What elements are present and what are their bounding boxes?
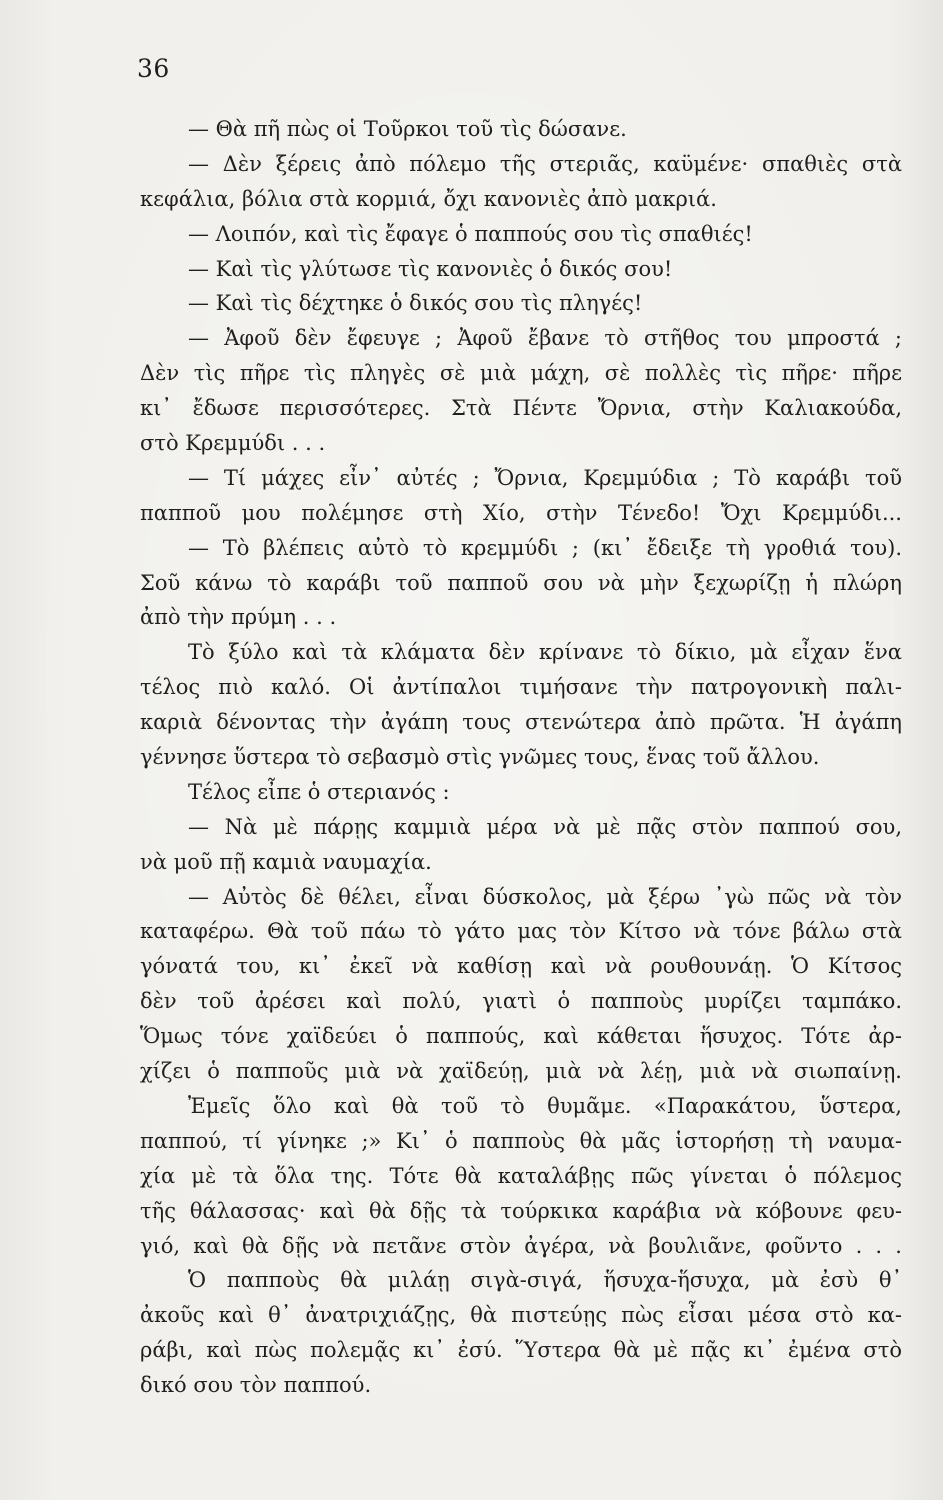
text-line: καριὰ δένοντας τὴν ἀγάπη τους στενώτερα ἀπὸ πρῶτα. Ἡ ἀγάπη bbox=[140, 710, 902, 735]
text-line: χία μὲ τὰ ὅλα της. Τότε θὰ καταλάβῃς πῶς γίνεται ὁ πόλεμος bbox=[140, 1163, 902, 1188]
text-line: Ὅμως τόνε χαϊδεύει ὁ παππούς, καὶ κάθεται ἥσυχος. Τότε ἀρ- bbox=[140, 1024, 902, 1049]
text-line: δὲν τοῦ ἀρέσει καὶ πολύ, γιατὶ ὁ παπποὺς μυρίζει ταμπάκο. bbox=[140, 989, 902, 1014]
text-line: γέννησε ὕστερα τὸ σεβασμὸ στὶς γνῶμες τους, ἕνας τοῦ ἄλλου. bbox=[140, 745, 820, 770]
text-line: δικό σου τὸν παππού. bbox=[140, 1373, 372, 1398]
text-line: — Λοιπόν, καὶ τὶς ἔφαγε ὁ παππούς σου τὶς σπαθιές! bbox=[188, 221, 753, 246]
text-line: στὸ Κρεμμύδι . . . bbox=[140, 431, 326, 456]
text-line: γόνατά του, κι᾿ ἐκεῖ νὰ καθίσῃ καὶ νὰ ρουθουνάῃ. Ὁ Κίτσος bbox=[140, 954, 902, 979]
text-line: — Τί μάχες εἶν᾿ αὐτές ; Ὄρνια, Κρεμμύδια ; Τὸ καράβι τοῦ bbox=[188, 465, 902, 490]
body-text bbox=[140, 112, 902, 1403]
text-line: Σοῦ κάνω τὸ καράβι τοῦ παπποῦ σου νὰ μὴν ξεχωρίζῃ ἡ πλώρη bbox=[140, 570, 902, 595]
text-line: γιό, καὶ θὰ δῇς νὰ πετᾶνε στὸν ἀγέρα, νὰ βουλιᾶνε, φοῦντο . . . bbox=[140, 1233, 902, 1258]
text-line: — Αὐτὸς δὲ θέλει, εἶναι δύσκολος, μὰ ξέρω ᾿γὼ πῶς νὰ τὸν bbox=[188, 884, 902, 909]
text-line: καταφέρω. Θὰ τοῦ πάω τὸ γάτο μας τὸν Κίτσο νὰ τόνε βάλω στὰ bbox=[140, 919, 902, 944]
text-line: ράβι, καὶ πὼς πολεμᾷς κι᾿ ἐσύ. Ὕστερα θὰ μὲ πᾷς κι᾿ ἐμένα στὸ bbox=[140, 1338, 902, 1363]
text-line: Τὸ ξύλο καὶ τὰ κλάματα δὲν κρίνανε τὸ δίκιο, μὰ εἶχαν ἕνα bbox=[188, 640, 902, 665]
text-line: — Δὲν ξέρεις ἀπὸ πόλεμο τῆς στεριᾶς, καϋμένε· σπαθιὲς στὰ bbox=[188, 151, 902, 176]
text-line: — Καὶ τὶς γλύτωσε τὶς κανονιὲς ὁ δικός σου! bbox=[188, 256, 673, 281]
text-line: — Θὰ πῆ πὼς οἱ Τοῦρκοι τοῦ τὶς δώσανε. bbox=[188, 117, 627, 141]
text-line: Ὁ παπποὺς θὰ μιλάῃ σιγὰ-σιγά, ἥσυχα-ἥσυχα, μὰ ἐσὺ θ᾿ bbox=[188, 1268, 902, 1293]
text-line: νὰ μοῦ πῇ καμιὰ ναυμαχία. bbox=[140, 849, 432, 874]
page-number: 36 bbox=[137, 54, 170, 83]
text-line: παππού, τί γίνηκε ;» Κι᾿ ὁ παπποὺς θὰ μᾶς ἱστορήσῃ τὴ ναυμα- bbox=[140, 1128, 902, 1153]
text-line: ἀκοῦς καὶ θ᾿ ἀνατριχιάζῃς, θὰ πιστεύῃς πὼς εἶσαι μέσα στὸ κα- bbox=[140, 1303, 902, 1328]
text-line: χίζει ὁ παπποῦς μιὰ νὰ χαϊδεύῃ, μιὰ νὰ λέῃ, μιὰ νὰ σιωπαίνῃ. bbox=[140, 1059, 902, 1084]
text-line: — Τὸ βλέπεις αὐτὸ τὸ κρεμμύδι ; (κι᾿ ἔδειξε τὴ γροθιά του). bbox=[188, 535, 902, 560]
text-line: Δὲν τὶς πῆρε τὶς πληγὲς σὲ μιὰ μάχη, σὲ πολλὲς τὶς πῆρε· πῆρε bbox=[140, 361, 902, 386]
text-line: Τέλος εἶπε ὁ στεριανός : bbox=[188, 779, 450, 804]
text-line: κεφάλια, βόλια στὰ κορμιά, ὄχι κανονιὲς ἀπὸ μακριά. bbox=[140, 186, 717, 211]
text-line: Ἐμεῖς ὅλο καὶ θὰ τοῦ τὸ θυμᾶμε. «Παρακάτου, ὕστερα, bbox=[188, 1093, 902, 1118]
text-line: — Ἀφοῦ δὲν ἔφευγε ; Ἀφοῦ ἔβανε τὸ στῆθος του μπροστά ; bbox=[188, 326, 902, 351]
text-line: παπποῦ μου πολέμησε στὴ Χίο, στὴν Τένεδο! Ὄχι Κρεμμύδι... bbox=[140, 500, 902, 525]
text-line: ἀπὸ τὴν πρύμη . . . bbox=[140, 605, 337, 630]
text-line: τέλος πιὸ καλό. Οἱ ἀντίπαλοι τιμήσανε τὴν πατρογονικὴ παλι- bbox=[140, 675, 902, 700]
text-line: — Νὰ μὲ πάρῃς καμμιὰ μέρα νὰ μὲ πᾷς στὸν παππού σου, bbox=[188, 814, 902, 839]
text-line: τῆς θάλασσας· καὶ θὰ δῇς τὰ τούρκικα καράβια νὰ κόβουνε φευ- bbox=[140, 1198, 902, 1223]
text-line: κι᾿ ἔδωσε περισσότερες. Στὰ Πέντε Ὄρνια, στὴν Καλιακούδα, bbox=[140, 396, 902, 421]
text-line: — Καὶ τὶς δέχτηκε ὁ δικός σου τὶς πληγές! bbox=[188, 291, 643, 316]
